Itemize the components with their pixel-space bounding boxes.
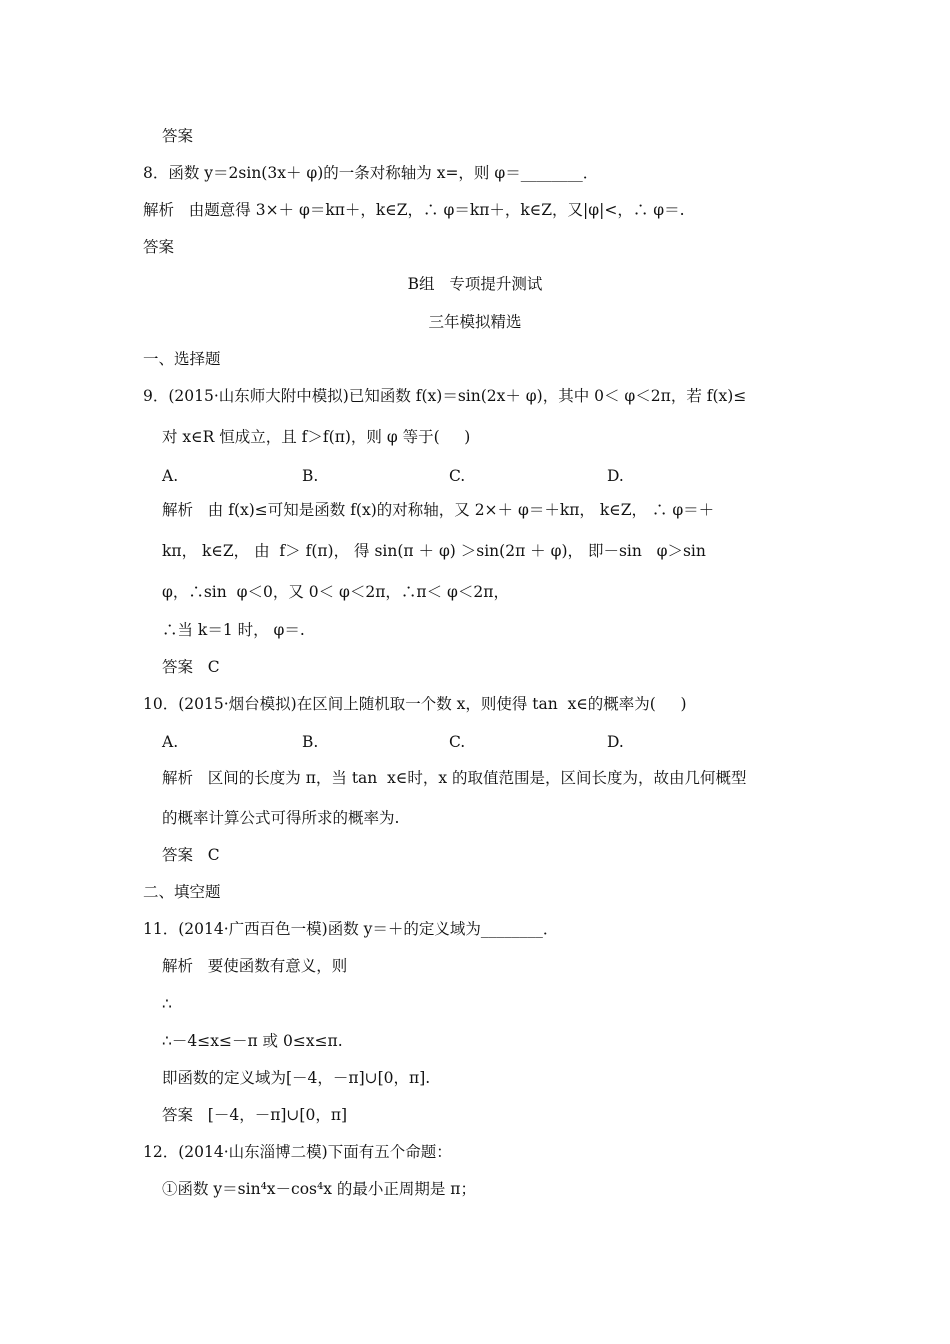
analysis-9-line3: φ，∴sin φ＜0，又 0＜ φ＜2π，∴π＜ φ＜2π， — [162, 583, 509, 601]
group-heading: B组 专项提升测试 — [407, 275, 543, 293]
answer-label-8: 答案 — [143, 238, 175, 256]
question-9: 9．(2015·山东师大附中模拟)已知函数 f(x)＝sin(2x＋ φ)，其中 0＜ φ＜2π，若 f(x)≤ — [143, 387, 747, 405]
analysis-11-line1: 解析 要使函数有意义，则 — [162, 957, 348, 975]
analysis-9-line4: ∴当 k＝1 时， φ＝. — [162, 621, 305, 639]
option-d-10: D. — [607, 733, 624, 751]
answer-label-7: 答案 — [162, 127, 194, 145]
option-d-9: D. — [607, 467, 624, 485]
option-a-9: A. — [162, 467, 179, 485]
answer-9: 答案 C — [162, 658, 220, 676]
analysis-10-line1: 解析 区间的长度为 π，当 tan x∈时，x 的取值范围是，区间长度为，故由几何概型 — [162, 769, 747, 787]
question-11: 11．(2014·广西百色一模)函数 y＝＋的定义域为________． — [143, 920, 559, 938]
option-b-9: B. — [302, 467, 319, 485]
question-10: 10．(2015·烟台模拟)在区间上随机取一个数 x，则使得 tan x∈的概率为( ) — [143, 695, 687, 713]
option-a-10: A. — [162, 733, 179, 751]
question-12-item1: ①函数 y＝sin⁴x－cos⁴x 的最小正周期是 π； — [162, 1180, 476, 1198]
analysis-11-line2: ∴ — [162, 995, 172, 1013]
analysis-9-line2: kπ， k∈Z， 由 f＞ f(π)， 得 sin(π ＋ φ) ＞sin(2π ＋ φ)， 即－sin φ＞sin — [162, 542, 706, 560]
option-c-9: C. — [449, 467, 466, 485]
analysis-10-line2: 的概率计算公式可得所求的概率为. — [162, 809, 400, 827]
question-8: 8．函数 y＝2sin(3x＋ φ)的一条对称轴为 x=，则 φ＝________． — [143, 164, 599, 182]
section-choice-title: 一、选择题 — [143, 350, 221, 368]
analysis-8: 解析 由题意得 3×＋ φ＝kπ＋，k∈Z，∴ φ＝kπ＋，k∈Z，又|φ|<，∴ φ＝. — [143, 201, 685, 219]
section-fill-title: 二、填空题 — [143, 883, 221, 901]
question-12: 12．(2014·山东淄博二模)下面有五个命题： — [143, 1143, 452, 1161]
option-c-10: C. — [449, 733, 466, 751]
answer-10: 答案 C — [162, 846, 220, 864]
sub-heading: 三年模拟精选 — [428, 313, 522, 331]
question-9-cont: 对 x∈R 恒成立，且 f＞f(π)，则 φ 等于( ) — [162, 428, 471, 446]
analysis-11-line3: ∴－4≤x≤－π 或 0≤x≤π. — [162, 1032, 343, 1050]
analysis-11-line4: 即函数的定义域为[－4，－π]∪[0，π]. — [162, 1069, 431, 1087]
answer-11: 答案 [－4，－π]∪[0，π] — [162, 1106, 348, 1124]
analysis-9-line1: 解析 由 f(x)≤可知是函数 f(x)的对称轴，又 2×＋ φ＝＋kπ， k∈Z， ∴ φ＝＋ — [162, 501, 715, 519]
option-b-10: B. — [302, 733, 319, 751]
